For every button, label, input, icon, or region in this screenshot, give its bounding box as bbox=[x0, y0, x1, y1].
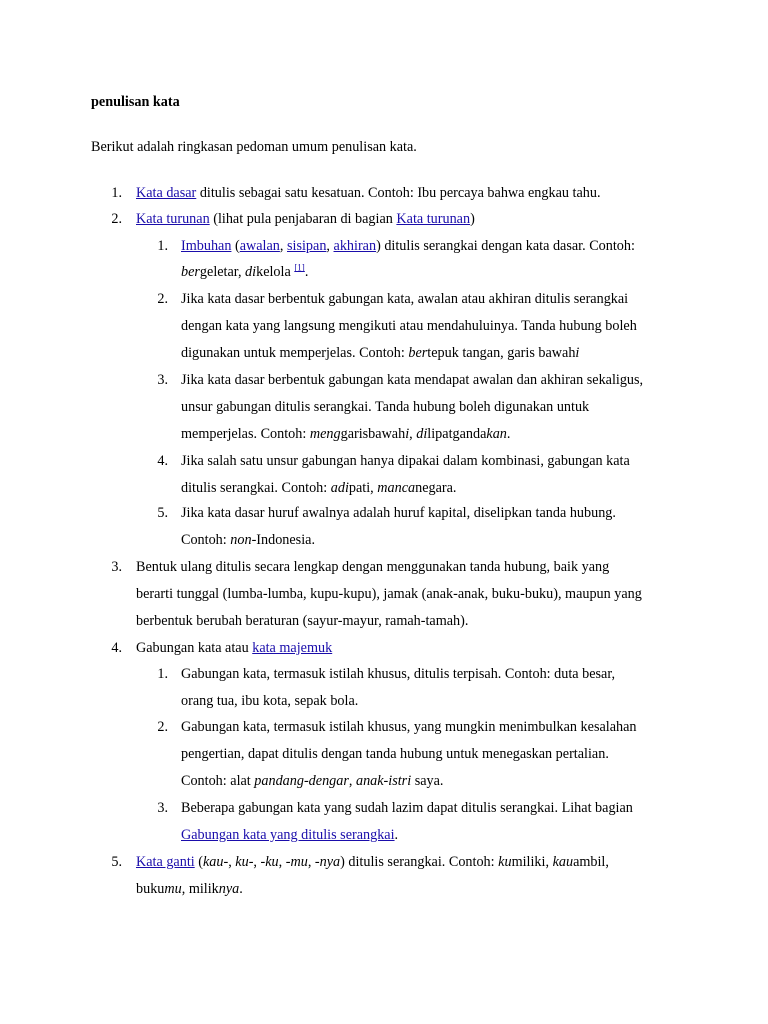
sublist-number: 4. bbox=[157, 453, 168, 469]
italic-prefix: ber bbox=[408, 345, 428, 361]
link-awalan[interactable]: awalan bbox=[239, 238, 280, 254]
sublist-number: 1. bbox=[157, 666, 168, 682]
list-number: 3. bbox=[111, 559, 122, 575]
footnote-link[interactable]: [1] bbox=[294, 262, 305, 273]
item-text: Contoh: alat bbox=[181, 773, 255, 789]
italic-prefix: meng bbox=[309, 426, 341, 442]
italic-term: pandang-dengar bbox=[254, 773, 349, 789]
sublist-item-text: Jika kata dasar berbentuk gabungan kata mendapat awalan dan akhiran sekaligus, bbox=[181, 372, 644, 388]
italic-suffix: nya bbox=[218, 881, 240, 897]
item-text: . bbox=[239, 881, 243, 897]
list-number: 5. bbox=[111, 854, 122, 870]
list-number: 4. bbox=[111, 640, 122, 656]
italic-prefix: ku bbox=[498, 854, 512, 870]
page-title: penulisan kata bbox=[91, 94, 180, 110]
list-item-kata-turunan bbox=[136, 209, 475, 229]
item-text: (lihat pula penjabaran di bagian bbox=[209, 211, 397, 227]
sublist-item-text bbox=[181, 771, 443, 791]
sublist-item-text bbox=[181, 825, 398, 845]
list-item-text: Bentuk ulang ditulis secara lengkap dengan menggunakan tanda hubung, baik yang bbox=[136, 559, 610, 575]
item-text: . bbox=[394, 827, 399, 843]
item-text: buku bbox=[136, 881, 165, 897]
item-text: negara. bbox=[415, 480, 457, 496]
italic-term: -ku bbox=[260, 854, 279, 870]
link-gabungan-kata-serangkai[interactable]: Gabungan kata yang ditulis serangkai bbox=[181, 827, 395, 843]
italic-suffix: mu bbox=[164, 881, 182, 897]
italic-term: -mu bbox=[285, 854, 308, 870]
sublist-item-text bbox=[181, 343, 579, 363]
sublist-number: 3. bbox=[157, 800, 168, 816]
item-text: , bbox=[307, 854, 315, 870]
italic-prefix: di bbox=[416, 426, 428, 442]
item-text: pati, bbox=[348, 480, 378, 496]
item-text: ) ditulis serangkai. Contoh: bbox=[340, 854, 499, 870]
list-item-kata-ganti bbox=[136, 852, 609, 872]
item-text: kelola bbox=[256, 264, 295, 280]
item-text: ) bbox=[470, 211, 475, 227]
sublist-item-text: pengertian, dapat ditulis dengan tanda hubung untuk menegaskan pertalian. bbox=[181, 746, 609, 762]
sublist-item-imbuhan bbox=[181, 236, 635, 256]
item-text: ambil, bbox=[573, 854, 609, 870]
item-text: , bbox=[228, 854, 236, 870]
item-text: Contoh: bbox=[181, 532, 231, 548]
list-item-kata-dasar bbox=[136, 183, 601, 203]
italic-prefix: kau bbox=[552, 854, 574, 870]
item-text: , milik bbox=[181, 881, 219, 897]
link-sisipan[interactable]: sisipan bbox=[287, 238, 327, 254]
link-kata-ganti[interactable]: Kata ganti bbox=[136, 854, 195, 870]
list-item-gabungan-kata bbox=[136, 638, 332, 658]
item-text: . bbox=[304, 264, 309, 280]
intro-paragraph: Berikut adalah ringkasan pedoman umum penulisan kata. bbox=[91, 139, 417, 155]
sublist-number: 2. bbox=[157, 291, 168, 307]
italic-term: kau- bbox=[202, 854, 229, 870]
sublist-item-text: Beberapa gabungan kata yang sudah lazim dapat ditulis serangkai. Lihat bagian bbox=[181, 800, 633, 816]
sublist-item-text: unsur gabungan ditulis serangkai. Tanda hubung boleh digunakan untuk bbox=[181, 399, 590, 415]
sublist-item-text: Jika salah satu unsur gabungan hanya dipakai dalam kombinasi, gabungan kata bbox=[181, 453, 630, 469]
link-kata-dasar[interactable]: Kata dasar bbox=[136, 185, 197, 201]
item-text: lipatganda bbox=[427, 426, 487, 442]
item-text: Gabungan kata atau bbox=[136, 640, 253, 656]
italic-prefix: manca bbox=[377, 480, 416, 496]
item-text: -Indonesia. bbox=[251, 532, 315, 548]
sublist-number: 5. bbox=[157, 505, 168, 521]
item-text: digunakan untuk memperjelas. Contoh: bbox=[181, 345, 409, 361]
list-item-text: berbentuk berubah beraturan (sayur-mayur, ramah-tamah). bbox=[136, 613, 469, 629]
item-text: tepuk tangan, garis bawah bbox=[427, 345, 576, 361]
item-text: saya. bbox=[411, 773, 444, 789]
list-item-text: berarti tunggal (lumba-lumba, kupu-kupu), jamak (anak-anak, buku-buku), maupun yang bbox=[136, 586, 642, 602]
italic-term: -nya bbox=[314, 854, 341, 870]
item-text: miliki, bbox=[511, 854, 553, 870]
link-imbuhan[interactable]: Imbuhan bbox=[181, 238, 232, 254]
sublist-item-text bbox=[181, 478, 456, 498]
italic-suffix: i bbox=[405, 426, 410, 442]
item-text: ( bbox=[194, 854, 203, 870]
item-text: garisbawah bbox=[340, 426, 406, 442]
link-kata-majemuk[interactable]: kata majemuk bbox=[252, 640, 333, 656]
item-text: memperjelas. Contoh: bbox=[181, 426, 310, 442]
link-akhiran[interactable]: akhiran bbox=[333, 238, 377, 254]
item-text: ditulis serangkai. Contoh: bbox=[181, 480, 331, 496]
sublist-item-text bbox=[181, 530, 315, 550]
sublist-item-text: Jika kata dasar huruf awalnya adalah huruf kapital, diselipkan tanda hubung. bbox=[181, 505, 616, 521]
item-text: , bbox=[409, 426, 417, 442]
italic-suffix: i bbox=[575, 345, 580, 361]
italic-prefix: adi bbox=[330, 480, 349, 496]
item-text: , bbox=[279, 238, 287, 254]
item-text: ) ditulis serangkai dengan kata dasar. Contoh: bbox=[376, 238, 635, 254]
italic-prefix: ber bbox=[181, 264, 200, 280]
list-number: 2. bbox=[111, 211, 122, 227]
italic-suffix: kan bbox=[486, 426, 507, 442]
sublist-item-text bbox=[181, 424, 510, 444]
item-text: . bbox=[506, 426, 511, 442]
item-text: , bbox=[348, 773, 356, 789]
list-number: 1. bbox=[111, 185, 122, 201]
item-text: ( bbox=[231, 238, 240, 254]
link-kata-turunan-section[interactable]: Kata turunan bbox=[396, 211, 471, 227]
item-text: geletar, bbox=[199, 264, 246, 280]
sublist-item-text: Gabungan kata, termasuk istilah khusus, ditulis terpisah. Contoh: duta besar, bbox=[181, 666, 616, 682]
link-kata-turunan[interactable]: Kata turunan bbox=[136, 211, 210, 227]
item-text: ditulis sebagai satu kesatuan. Contoh: Ibu percaya bahwa engkau tahu. bbox=[196, 185, 601, 201]
sublist-number: 3. bbox=[157, 372, 168, 388]
italic-term: ku- bbox=[235, 854, 254, 870]
sublist-item-text: dengan kata yang langsung mengikuti atau mendahuluinya. Tanda hubung boleh bbox=[181, 318, 637, 334]
item-text: , bbox=[326, 238, 334, 254]
italic-term: anak-istri bbox=[355, 773, 412, 789]
sublist-item-imbuhan-line2 bbox=[181, 262, 308, 282]
list-item-kata-ganti-line2 bbox=[136, 879, 243, 899]
item-text: , bbox=[278, 854, 286, 870]
sublist-item-text: Jika kata dasar berbentuk gabungan kata, awalan atau akhiran ditulis serangkai bbox=[181, 291, 629, 307]
sublist-item-text: orang tua, ibu kota, sepak bola. bbox=[181, 693, 359, 709]
italic-prefix: non bbox=[230, 532, 252, 548]
sublist-number: 1. bbox=[157, 238, 168, 254]
sublist-number: 2. bbox=[157, 719, 168, 735]
item-text: , bbox=[253, 854, 261, 870]
sublist-item-text: Gabungan kata, termasuk istilah khusus, yang mungkin menimbulkan kesalahan bbox=[181, 719, 637, 735]
italic-prefix: di bbox=[245, 264, 257, 280]
